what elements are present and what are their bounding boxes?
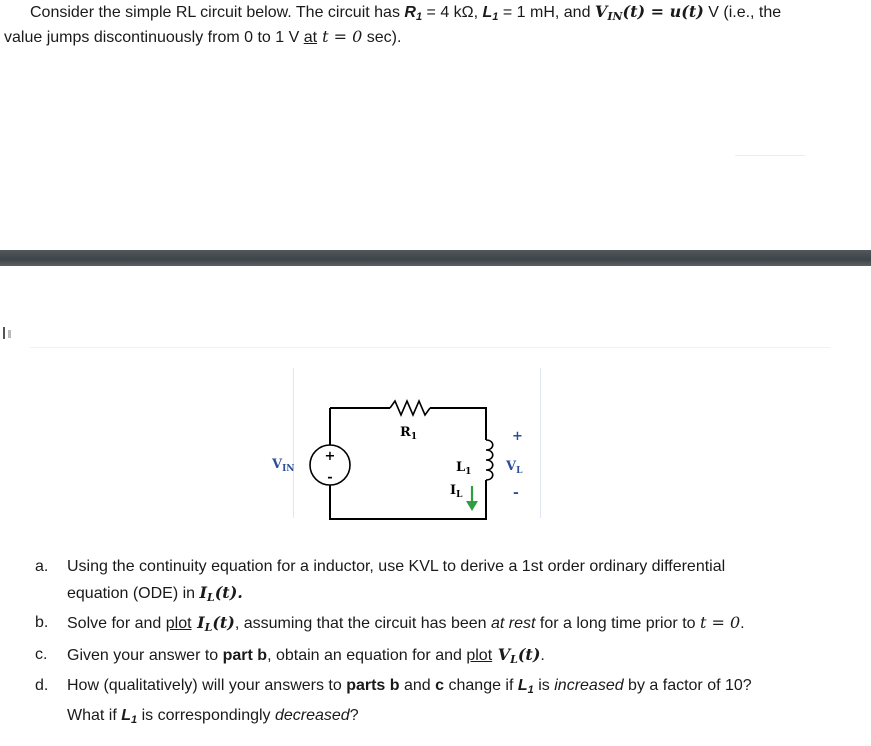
- vl-symbol: V: [492, 645, 511, 664]
- t-zero-b: t = 0: [699, 613, 741, 632]
- r1-symbol: R: [404, 4, 416, 21]
- question-d-text: [67, 673, 752, 733]
- question-b-mid: , assuming that the circuit has been: [234, 615, 491, 632]
- rl-circuit-diagram: [260, 380, 580, 530]
- r1-subscript: 1: [415, 11, 423, 23]
- l1-symbol-d: L: [517, 677, 528, 694]
- corner-mark: [3, 327, 5, 339]
- question-b-text: [67, 610, 745, 641]
- intro-line-1: [30, 2, 781, 27]
- source-minus: -: [327, 470, 333, 485]
- question-c-mid: , obtain an equation for and: [267, 647, 467, 664]
- increased-text: increased: [554, 677, 624, 694]
- vin-unit: V (i.e., the: [703, 4, 782, 21]
- question-a-line-1: Using the continuity equation for a inductor, use KVL to derive a 1st order ordinary differential: [67, 558, 726, 575]
- question-b: [35, 610, 745, 636]
- intro-text: Consider the simple RL circuit below. The circuit has: [30, 4, 405, 21]
- t-zero: t = 0: [317, 27, 363, 46]
- parts-b-ref: parts b: [346, 677, 400, 694]
- vl-plus: +: [512, 429, 523, 444]
- question-a-text: [67, 554, 725, 611]
- intro-line-2: [4, 27, 401, 48]
- faint-line: [735, 155, 805, 156]
- vl-label: $V_L$: [506, 459, 523, 476]
- question-d-label: d.: [35, 677, 49, 694]
- vin-label: $V_{IN}$: [272, 457, 295, 474]
- l1-value: = 1 mH, and: [498, 4, 595, 21]
- l1-subscript: 1: [492, 11, 499, 23]
- l1-symbol-d2: L: [121, 707, 132, 724]
- l1-sub-d2: 1: [131, 714, 138, 726]
- question-a-label: a.: [35, 558, 49, 575]
- plot-link-c: plot: [466, 647, 493, 664]
- plot-link-b: plot: [165, 615, 192, 632]
- question-c-pre: Given your answer to: [67, 647, 223, 664]
- divider-bar: [0, 250, 871, 266]
- question-a: [35, 554, 726, 604]
- question-c: [35, 642, 545, 668]
- question-a-line-2: equation (ODE) in: [67, 585, 200, 602]
- is-text: is: [533, 677, 555, 694]
- question-b-pre: Solve for and: [67, 615, 166, 632]
- question-d-pre: How (qualitatively) will your answers to: [67, 677, 347, 694]
- c-ref: c: [435, 677, 445, 694]
- part-b-ref: part b: [222, 647, 268, 664]
- intro-text-2: value jumps discontinuously from 0 to 1 V: [4, 29, 304, 46]
- source-plus: +: [324, 449, 336, 464]
- r1-value: = 4 kΩ,: [422, 4, 483, 21]
- corner-mark-2: [8, 330, 11, 338]
- at-text: at: [303, 29, 318, 46]
- vl-sub: L: [510, 653, 518, 666]
- r1-label: $R_1$: [400, 425, 418, 442]
- vin-subscript: IN: [607, 10, 623, 23]
- il-subscript: L: [207, 591, 215, 604]
- vin-expression: (t) = u(t): [622, 2, 704, 21]
- question-c-label: c.: [35, 646, 48, 663]
- il-symbol: I: [199, 583, 207, 602]
- question-d-mid: change if: [444, 677, 518, 694]
- il-sub-b: L: [204, 621, 213, 634]
- resistor-r1: [390, 401, 430, 415]
- decreased-text: decreased: [274, 707, 350, 724]
- l1-label: $L_1$: [456, 460, 472, 477]
- question-c-text: [67, 642, 545, 673]
- l1-symbol: L: [482, 4, 493, 21]
- vin-symbol: V: [594, 2, 608, 21]
- question-b-end: .: [740, 615, 745, 632]
- l1-sub-d: 1: [527, 684, 534, 696]
- vl-expr: (t): [517, 645, 541, 664]
- inductor-l1: [486, 440, 493, 480]
- faint-line-2: [30, 347, 830, 348]
- question-d: [35, 673, 752, 726]
- question-b-label: b.: [35, 614, 49, 631]
- question-c-end: .: [540, 647, 545, 664]
- at-rest-text: at rest: [491, 615, 536, 632]
- il-expression: (t).: [214, 583, 243, 602]
- question-d-line2-mid: is correspondingly: [137, 707, 275, 724]
- wire-bottom: [330, 480, 486, 519]
- wire-top-right: [430, 408, 486, 440]
- question-d-end: ?: [349, 707, 359, 724]
- question-d-post: by a factor of 10?: [623, 677, 752, 694]
- and-text: and: [399, 677, 436, 694]
- il-label: $I_L$: [450, 483, 463, 500]
- question-d-line2-pre: What if: [67, 707, 122, 724]
- vl-minus: -: [513, 485, 519, 501]
- il-symbol-b: I: [191, 613, 205, 632]
- intro-end: sec).: [362, 29, 402, 46]
- question-b-post: for a long time prior to: [535, 615, 700, 632]
- il-expr-b: (t): [212, 613, 235, 632]
- current-arrow-icon: [466, 501, 478, 511]
